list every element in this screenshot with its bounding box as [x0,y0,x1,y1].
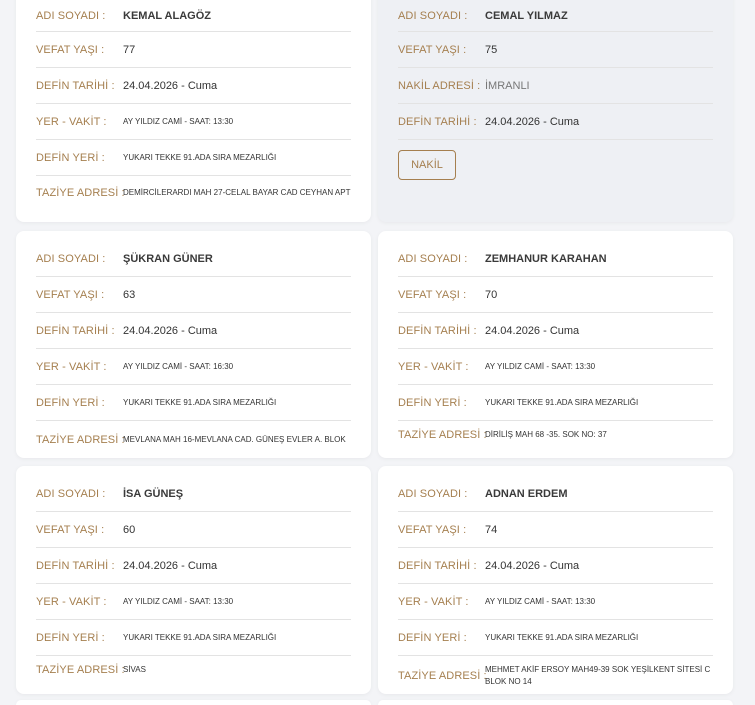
name-row [398,0,713,32]
date-label: DEFİN TARİHİ : [398,324,477,337]
burial-row [398,385,713,421]
name-row [36,476,351,512]
age-row [36,512,351,548]
place-time-value: AY YILDIZ CAMİ - SAAT: 13:30 [485,596,596,606]
age-value: 63 [123,288,136,301]
name-label: ADI SOYADI : [36,252,106,265]
condolence-value: DİRİLİŞ MAH 68 -35. SOK NO: 37 [485,430,607,439]
burial-label: DEFİN YERİ : [36,396,105,409]
transfer-row [398,68,713,104]
condolence-row [398,421,713,449]
burial-label: DEFİN YERİ : [398,631,467,644]
burial-row [36,620,351,656]
obituary-card [378,231,733,458]
obituary-card [378,0,733,222]
age-value: 74 [485,523,498,536]
place-time-label: YER - VAKİT : [398,360,469,373]
date-value: 24.04.2026 - Cuma [485,324,580,337]
date-value: 24.04.2026 - Cuma [123,324,218,337]
condolence-label: TAZİYE ADRESİ : [398,429,487,441]
burial-value: YUKARI TEKKE 91.ADA SIRA MEZARLIĞI [123,152,277,162]
age-row [398,32,713,68]
date-label: DEFİN TARİHİ : [398,115,477,128]
obituary-card-partial [16,700,371,705]
age-label: VEFAT YAŞI : [398,288,467,301]
date-value: 24.04.2026 - Cuma [485,559,580,572]
burial-row [36,385,351,421]
age-label: VEFAT YAŞI : [36,288,105,301]
date-row [398,548,713,584]
date-label: DEFİN TARİHİ : [36,324,115,337]
age-value: 77 [123,43,136,56]
transfer-label: NAKİL ADRESİ : [398,79,481,92]
place-time-value: AY YILDIZ CAMİ - SAAT: 13:30 [485,361,596,371]
condolence-label: TAZİYE ADRESİ : [36,664,125,676]
burial-value: YUKARI TEKKE 91.ADA SIRA MEZARLIĞI [123,632,277,642]
condolence-row [36,656,351,684]
deceased-name: ZEMHANUR KARAHAN [485,252,607,265]
condolence-value: DEMİRCİLERARDI MAH 27-CELAL BAYAR CAD CEYHAN APT [123,188,351,197]
date-row [36,68,351,104]
deceased-name: ŞÜKRAN GÜNER [123,252,213,265]
age-row [36,32,351,68]
date-value: 24.04.2026 - Cuma [123,559,218,572]
burial-value: YUKARI TEKKE 91.ADA SIRA MEZARLIĞI [123,397,277,407]
burial-label: DEFİN YERİ : [398,396,467,409]
name-row [398,241,713,277]
place-time-label: YER - VAKİT : [398,595,469,608]
condolence-value: SİVAS [123,665,146,674]
deceased-name: İSA GÜNEŞ [123,487,184,500]
place-time-row [36,584,351,620]
place-time-value: AY YILDIZ CAMİ - SAAT: 13:30 [123,116,234,126]
obituary-card [16,0,371,222]
age-label: VEFAT YAŞI : [36,43,105,56]
burial-label: DEFİN YERİ : [36,151,105,164]
place-time-label: YER - VAKİT : [36,360,107,373]
place-time-value: AY YILDIZ CAMİ - SAAT: 16:30 [123,361,234,371]
age-label: VEFAT YAŞI : [36,523,105,536]
name-row [36,241,351,277]
place-time-value: AY YILDIZ CAMİ - SAAT: 13:30 [123,596,234,606]
date-row [398,313,713,349]
condolence-label: TAZİYE ADRESİ : [398,670,487,682]
date-row [36,548,351,584]
condolence-row [36,176,351,210]
place-time-row [398,584,713,620]
age-row [398,277,713,313]
name-label: ADI SOYADI : [398,252,468,265]
age-value: 70 [485,288,498,301]
place-time-label: YER - VAKİT : [36,115,107,128]
place-time-label: YER - VAKİT : [36,595,107,608]
burial-value: YUKARI TEKKE 91.ADA SIRA MEZARLIĞI [485,632,639,642]
name-row [398,476,713,512]
name-row [36,0,351,32]
obituary-card [16,466,371,694]
deceased-name: KEMAL ALAGÖZ [123,9,211,22]
date-row [36,313,351,349]
date-label: DEFİN TARİHİ : [36,79,115,92]
name-label: ADI SOYADI : [398,9,468,22]
age-value: 60 [123,523,136,536]
deceased-name: ADNAN ERDEM [485,487,568,500]
deceased-name: CEMAL YILMAZ [485,9,568,22]
burial-value: YUKARI TEKKE 91.ADA SIRA MEZARLIĞI [485,397,639,407]
burial-row [36,140,351,176]
age-label: VEFAT YAŞI : [398,43,467,56]
obituary-card [16,231,371,458]
condolence-label: TAZİYE ADRESİ : [36,434,125,446]
nakil-button[interactable]: NAKİL [398,150,456,180]
burial-label: DEFİN YERİ : [36,631,105,644]
age-value: 75 [485,43,498,56]
obituary-card [378,466,733,694]
age-label: VEFAT YAŞI : [398,523,467,536]
transfer-value: İMRANLI [485,79,530,92]
name-label: ADI SOYADI : [36,487,106,500]
name-label: ADI SOYADI : [36,9,106,22]
condolence-value: MEHMET AKİF ERSOY MAH49-39 SOK YEŞİLKENT SİTESİ C BLOK NO 14 [485,665,711,686]
date-label: DEFİN TARİHİ : [398,559,477,572]
date-value: 24.04.2026 - Cuma [123,79,218,92]
burial-row [398,620,713,656]
condolence-label: TAZİYE ADRESİ : [36,187,125,199]
condolence-row [398,656,713,696]
condolence-value: MEVLANA MAH 16-MEVLANA CAD. GÜNEŞ EVLER A. BLOK [123,435,346,444]
place-time-row [398,349,713,385]
age-row [36,277,351,313]
obituary-card-partial [378,700,733,705]
name-label: ADI SOYADI : [398,487,468,500]
condolence-row [36,421,351,459]
date-label: DEFİN TARİHİ : [36,559,115,572]
date-value: 24.04.2026 - Cuma [485,115,580,128]
place-time-row [36,104,351,140]
place-time-row [36,349,351,385]
age-row [398,512,713,548]
date-row [398,104,713,140]
